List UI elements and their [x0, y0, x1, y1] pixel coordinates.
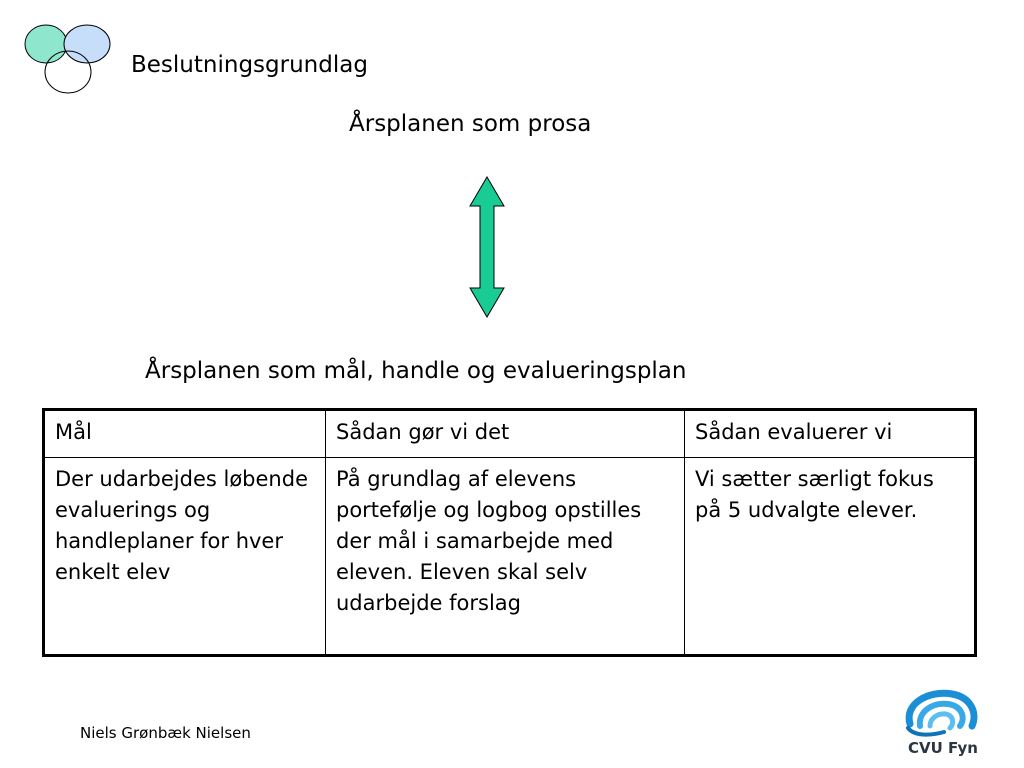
plan-table	[42, 408, 977, 657]
double-headed-vertical-arrow-icon	[466, 176, 508, 318]
footer-author: Niels Grønbæk Nielsen	[80, 724, 251, 742]
three-circles-icon	[22, 22, 114, 96]
column-header-method: Sådan gør vi det	[326, 410, 685, 458]
slide-title: Beslutningsgrundlag	[131, 52, 368, 78]
table-row	[44, 458, 976, 656]
subtitle-plan: Årsplanen som mål, handle og evalueringsplan	[145, 358, 687, 384]
column-header-goal: Mål	[44, 410, 326, 458]
table-cell-goal: Der udarbejdes løbende evaluerings og handleplaner for hver enkelt elev	[44, 458, 326, 656]
table-cell-evaluation: Vi sætter særligt fokus på 5 udvalgte elever.	[685, 458, 976, 656]
subtitle-prose: Årsplanen som prosa	[349, 111, 592, 137]
table-cell-method: På grundlag af elevens portefølje og logbog opstilles der mål i samarbejde med eleven. Eleven skal selv udarbejde forslag	[326, 458, 685, 656]
column-header-evaluation: Sådan evaluerer vi	[685, 410, 976, 458]
table-header-row	[44, 410, 976, 458]
logo-text: CVU Fyn	[908, 739, 978, 757]
